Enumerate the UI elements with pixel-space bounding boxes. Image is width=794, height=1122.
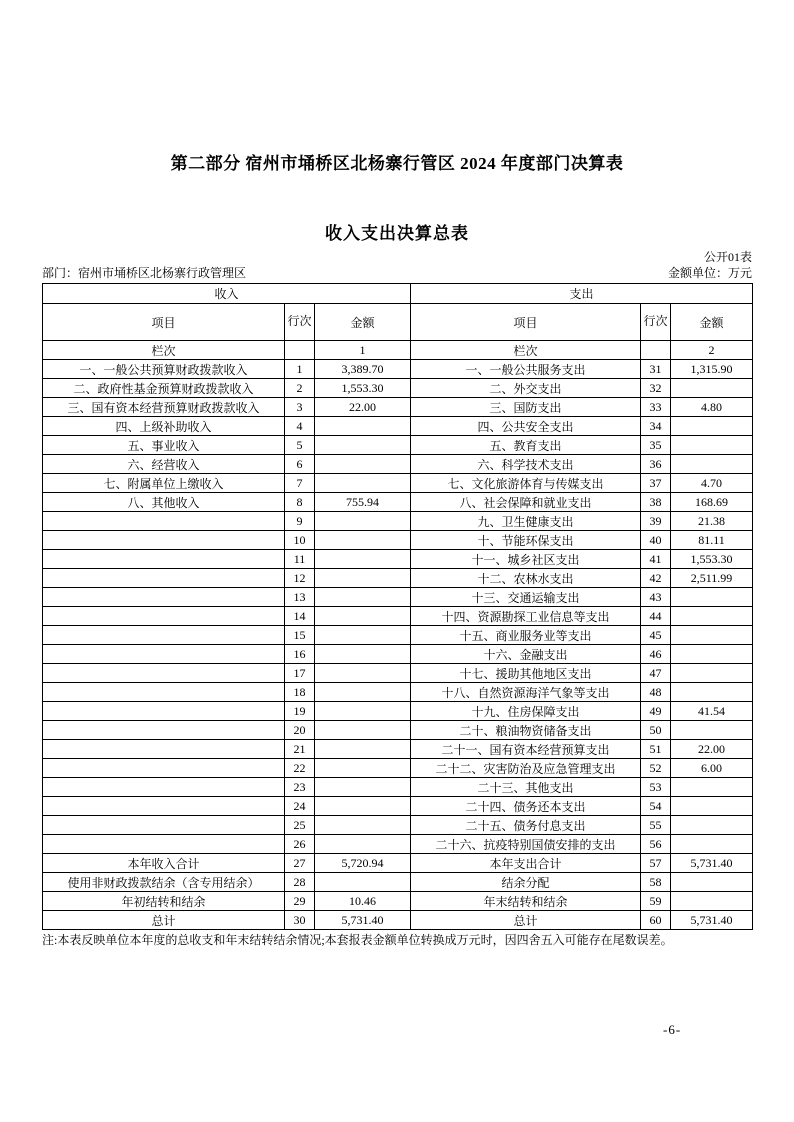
income-item-cell [43,588,285,607]
column-index-row [43,341,753,360]
expense-item-cell: 十九、住房保障支出 [411,702,641,721]
table-row [43,550,753,569]
expense-amount-cell [671,436,753,455]
expense-amount-cell [671,664,753,683]
expense-amount-cell [671,626,753,645]
expense-item-cell: 年末结转和结余 [411,892,641,911]
income-amount-cell [315,626,411,645]
expense-item-cell: 十三、交通运输支出 [411,588,641,607]
income-line-cell: 28 [285,873,315,892]
expense-item-cell: 五、教育支出 [411,436,641,455]
table-code: 公开01表 [703,250,752,264]
expense-item-cell: 二十一、国有资本经营预算支出 [411,740,641,759]
table-row [43,892,753,911]
income-line-cell: 22 [285,759,315,778]
income-item-cell [43,702,285,721]
expense-line-cell: 34 [641,417,671,436]
income-line-cell: 19 [285,702,315,721]
expense-amount-cell: 1,553.30 [671,550,753,569]
expense-line-header: 行次 [641,304,671,341]
income-amount-cell [315,835,411,854]
section-header-row [43,284,753,304]
income-line-cell: 13 [285,588,315,607]
income-amount-cell [315,569,411,588]
table-row [43,493,753,512]
table-row [43,474,753,493]
income-item-cell [43,512,285,531]
expense-item-cell: 二十、粮油物资储备支出 [411,721,641,740]
income-line-cell: 8 [285,493,315,512]
expense-amount-cell [671,683,753,702]
expense-amount-cell [671,816,753,835]
income-item-cell: 本年收入合计 [43,854,285,873]
expense-amount-cell [671,892,753,911]
page-title: 第二部分 宿州市埇桥区北杨寨行管区 2024 年度部门决算表 [170,154,624,173]
income-item-cell: 三、国有资本经营预算财政拨款收入 [43,398,285,417]
expense-line-cell: 57 [641,854,671,873]
income-amount-cell [315,759,411,778]
expense-item-cell: 十六、金融支出 [411,645,641,664]
table-row [43,455,753,474]
income-line-cell: 24 [285,797,315,816]
table-row [43,778,753,797]
income-amount-cell: 22.00 [315,398,411,417]
income-amount-cell [315,588,411,607]
income-section-header: 收入 [43,284,411,304]
expense-amount-cell [671,835,753,854]
expense-amount-cell [671,588,753,607]
expense-amount-cell: 4.80 [671,398,753,417]
expense-index-label: 栏次 [411,341,641,360]
income-item-cell: 五、事业收入 [43,436,285,455]
expense-amount-cell: 22.00 [671,740,753,759]
expense-line-cell: 48 [641,683,671,702]
expense-line-cell: 50 [641,721,671,740]
expense-line-cell: 59 [641,892,671,911]
table-row [43,588,753,607]
expense-line-cell: 54 [641,797,671,816]
income-item-cell [43,550,285,569]
income-item-cell [43,740,285,759]
expense-amount-cell: 2,511.99 [671,569,753,588]
department-label: 部门：宿州市埇桥区北杨寨行政管理区 [42,266,247,280]
expense-index-spacer [641,341,671,360]
expense-amount-cell [671,721,753,740]
income-amount-cell [315,797,411,816]
expense-item-cell: 二、外交支出 [411,379,641,398]
expense-line-cell: 43 [641,588,671,607]
expense-amount-cell: 6.00 [671,759,753,778]
expense-col-index: 2 [671,341,753,360]
expense-line-cell: 58 [641,873,671,892]
expense-item-cell: 十五、商业服务业等支出 [411,626,641,645]
income-item-cell [43,683,285,702]
expense-item-cell: 九、卫生健康支出 [411,512,641,531]
expense-amount-cell [671,455,753,474]
expense-line-cell: 46 [641,645,671,664]
expense-item-cell: 十一、城乡社区支出 [411,550,641,569]
table-row [43,417,753,436]
expense-item-cell: 二十四、债务还本支出 [411,797,641,816]
expense-item-cell: 二十二、灾害防治及应急管理支出 [411,759,641,778]
income-line-cell: 3 [285,398,315,417]
expense-amount-cell: 1,315.90 [671,360,753,379]
income-line-cell: 21 [285,740,315,759]
expense-amount-cell: 21.38 [671,512,753,531]
income-amount-cell [315,474,411,493]
income-amount-cell [315,455,411,474]
income-amount-cell: 3,389.70 [315,360,411,379]
table-body [43,360,753,930]
expense-amount-cell: 168.69 [671,493,753,512]
income-line-cell: 11 [285,550,315,569]
expense-item-cell: 十八、自然资源海洋气象等支出 [411,683,641,702]
expense-item-cell: 四、公共安全支出 [411,417,641,436]
income-amount-cell [315,512,411,531]
income-item-header: 项目 [43,304,285,341]
expense-line-cell: 52 [641,759,671,778]
expense-item-header: 项目 [411,304,641,341]
expense-line-cell: 33 [641,398,671,417]
expense-amount-cell: 5,731.40 [671,911,753,930]
income-line-cell: 23 [285,778,315,797]
income-item-cell [43,835,285,854]
table-row [43,645,753,664]
income-line-cell: 6 [285,455,315,474]
income-item-cell [43,797,285,816]
expense-line-cell: 44 [641,607,671,626]
table-row [43,664,753,683]
income-line-cell: 7 [285,474,315,493]
table-row [43,702,753,721]
table-row [43,569,753,588]
table-row [43,512,753,531]
table-row [43,911,753,930]
income-amount-cell [315,702,411,721]
expense-line-cell: 55 [641,816,671,835]
expense-amount-cell: 41.54 [671,702,753,721]
income-index-label: 栏次 [43,341,285,360]
income-line-cell: 17 [285,664,315,683]
income-amount-cell [315,531,411,550]
income-item-cell [43,626,285,645]
expense-line-cell: 49 [641,702,671,721]
income-amount-cell [315,550,411,569]
income-line-cell: 9 [285,512,315,531]
expense-item-cell: 二十三、其他支出 [411,778,641,797]
income-line-cell: 2 [285,379,315,398]
expense-line-cell: 51 [641,740,671,759]
income-amount-cell [315,607,411,626]
expense-line-cell: 42 [641,569,671,588]
income-amount-cell: 1,553.30 [315,379,411,398]
income-line-cell: 27 [285,854,315,873]
expense-line-cell: 38 [641,493,671,512]
expense-amount-cell [671,778,753,797]
table-row [43,436,753,455]
income-amount-cell [315,740,411,759]
income-line-cell: 30 [285,911,315,930]
income-item-cell: 四、上级补助收入 [43,417,285,436]
expense-item-cell: 总计 [411,911,641,930]
income-amount-cell [315,645,411,664]
income-line-cell: 10 [285,531,315,550]
expense-amount-cell [671,873,753,892]
expense-item-cell: 六、科学技术支出 [411,455,641,474]
expense-item-cell: 二十六、抗疫特别国债安排的支出 [411,835,641,854]
income-index-spacer [285,341,315,360]
table-title: 收入支出决算总表 [325,224,469,243]
income-amount-cell: 5,720.94 [315,854,411,873]
expense-line-cell: 39 [641,512,671,531]
expense-item-cell: 十二、农林水支出 [411,569,641,588]
income-col-index: 1 [315,341,411,360]
income-line-header: 行次 [285,304,315,341]
income-item-cell: 一、一般公共预算财政拨款收入 [43,360,285,379]
income-amount-cell [315,721,411,740]
expense-line-cell: 40 [641,531,671,550]
income-amount-cell [315,683,411,702]
income-amount-cell [315,873,411,892]
income-item-cell [43,778,285,797]
expense-item-cell: 二十五、债务付息支出 [411,816,641,835]
expense-line-cell: 53 [641,778,671,797]
expense-line-cell: 32 [641,379,671,398]
table-row [43,797,753,816]
table-row [43,360,753,379]
income-line-cell: 25 [285,816,315,835]
table-row [43,873,753,892]
expense-line-cell: 56 [641,835,671,854]
income-item-cell [43,816,285,835]
table-row [43,835,753,854]
income-item-cell [43,607,285,626]
meta-row [42,264,752,281]
expense-item-cell: 十、节能环保支出 [411,531,641,550]
expense-item-cell: 十七、援助其他地区支出 [411,664,641,683]
expense-item-cell: 十四、资源勘探工业信息等支出 [411,607,641,626]
income-item-cell: 年初结转和结余 [43,892,285,911]
table-row [43,816,753,835]
table-row [43,531,753,550]
expense-line-cell: 35 [641,436,671,455]
income-amount-cell: 5,731.40 [315,911,411,930]
expense-line-cell: 60 [641,911,671,930]
income-line-cell: 12 [285,569,315,588]
budget-table [42,283,753,930]
income-amount-cell [315,664,411,683]
unit-label: 金额单位：万元 [667,266,752,280]
expense-line-cell: 36 [641,455,671,474]
expense-amount-cell: 4.70 [671,474,753,493]
income-line-cell: 15 [285,626,315,645]
income-item-cell [43,721,285,740]
expense-amount-cell [671,645,753,664]
income-amount-cell [315,436,411,455]
income-item-cell [43,569,285,588]
income-item-cell [43,664,285,683]
expense-item-cell: 八、社会保障和就业支出 [411,493,641,512]
table-row [43,379,753,398]
expense-amount-cell [671,607,753,626]
income-line-cell: 18 [285,683,315,702]
income-item-cell: 八、其他收入 [43,493,285,512]
income-amount-cell: 10.46 [315,892,411,911]
expense-line-cell: 41 [641,550,671,569]
income-line-cell: 14 [285,607,315,626]
expense-amount-cell: 81.11 [671,531,753,550]
expense-amount-cell [671,417,753,436]
income-item-cell [43,531,285,550]
expense-line-cell: 31 [641,360,671,379]
table-row [43,607,753,626]
expense-item-cell: 结余分配 [411,873,641,892]
expense-amount-cell [671,379,753,398]
expense-item-cell: 一、一般公共服务支出 [411,360,641,379]
expense-item-cell: 本年支出合计 [411,854,641,873]
income-item-cell [43,645,285,664]
expense-section-header: 支出 [411,284,753,304]
expense-line-cell: 37 [641,474,671,493]
income-item-cell: 二、政府性基金预算财政拨款收入 [43,379,285,398]
expense-item-cell: 三、国防支出 [411,398,641,417]
income-item-cell: 使用非财政拨款结余（含专用结余） [43,873,285,892]
income-line-cell: 5 [285,436,315,455]
income-amount-cell [315,778,411,797]
expense-amount-cell: 5,731.40 [671,854,753,873]
income-amount-cell: 755.94 [315,493,411,512]
income-amount-header: 金额 [315,304,411,341]
income-item-cell [43,759,285,778]
table-row [43,398,753,417]
income-line-cell: 20 [285,721,315,740]
income-line-cell: 29 [285,892,315,911]
income-amount-cell [315,417,411,436]
expense-amount-header: 金额 [671,304,753,341]
table-row [43,626,753,645]
income-line-cell: 1 [285,360,315,379]
table-row [43,683,753,702]
table-row [43,854,753,873]
income-item-cell: 七、附属单位上缴收入 [43,474,285,493]
expense-item-cell: 七、文化旅游体育与传媒支出 [411,474,641,493]
income-line-cell: 16 [285,645,315,664]
table-row [43,740,753,759]
income-line-cell: 4 [285,417,315,436]
table-row [43,721,753,740]
income-amount-cell [315,816,411,835]
page-number: -6- [663,1022,682,1037]
expense-amount-cell [671,797,753,816]
income-item-cell: 六、经营收入 [43,455,285,474]
expense-line-cell: 45 [641,626,671,645]
income-item-cell: 总计 [43,911,285,930]
expense-line-cell: 47 [641,664,671,683]
footnote: 注:本表反映单位本年度的总收支和年末结转结余情况;本套报表金额单位转换成万元时，因四舍五入可能存在尾数误差。 [42,933,673,947]
table-row [43,759,753,778]
column-header-row [43,304,753,341]
income-line-cell: 26 [285,835,315,854]
